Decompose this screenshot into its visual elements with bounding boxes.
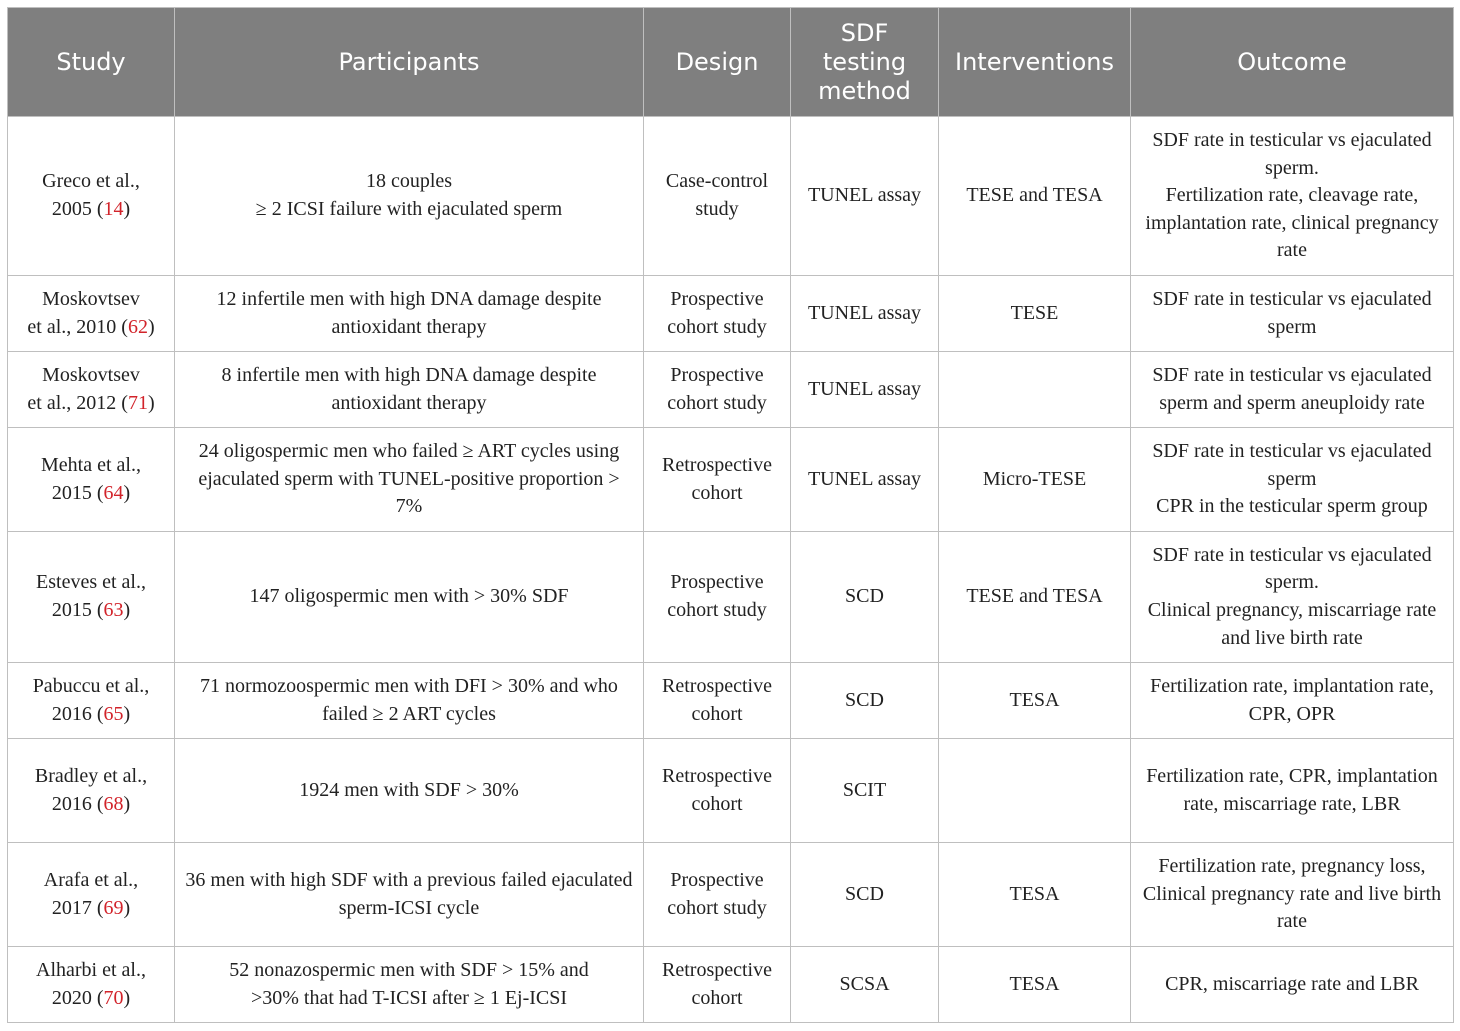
cell-design-text: cohort <box>691 986 743 1009</box>
reference-link[interactable]: 68 <box>103 792 124 815</box>
header-row <box>8 8 1454 117</box>
cell-participants-text: ≥ 2 ICSI failure with ejaculated sperm <box>255 198 563 220</box>
cell-method: TUNEL assay <box>791 428 939 532</box>
header-method-line: testing <box>822 47 907 76</box>
cell-interventions: TESA <box>939 843 1131 947</box>
cell-participants-text: 71 normozoospermic men with DFI > 30% and who failed ≥ 2 ART cycles <box>200 674 618 725</box>
study-year: 2017 <box>51 896 92 919</box>
cell-interventions <box>939 352 1131 428</box>
cell-design-text: cohort <box>691 702 743 725</box>
cell-participants-text: 8 infertile men with high DNA damage despite antioxidant therapy <box>221 363 597 414</box>
study-year: 2015 <box>51 599 92 621</box>
cell-outcome-text: Fertilization rate, pregnancy loss, Clinical pregnancy rate and live birth rate <box>1142 855 1442 933</box>
study-year-line: et al., 2010 (62) <box>27 315 155 338</box>
cell-study <box>8 352 175 428</box>
study-year: 2015 <box>51 481 92 504</box>
cell-design <box>644 352 791 428</box>
study-author: Bradley et al., <box>34 764 148 787</box>
header-design: Design <box>644 8 791 117</box>
cell-participants <box>175 532 644 663</box>
reference-link[interactable]: 65 <box>103 702 124 725</box>
cell-design <box>644 843 791 947</box>
cell-participants-text: 12 infertile men with high DNA damage despite antioxidant therapy <box>216 287 602 338</box>
cell-participants-text: 18 couples <box>365 170 453 193</box>
study-year-line: 2020 (70) <box>51 986 131 1009</box>
cell-participants <box>175 947 644 1023</box>
cell-design-text: cohort study <box>667 391 767 414</box>
table-row <box>8 739 1454 843</box>
table-row <box>8 276 1454 352</box>
cell-outcome <box>1131 428 1454 532</box>
reference-link[interactable]: 69 <box>103 896 124 919</box>
cell-participants <box>175 117 644 276</box>
cell-design-text: cohort study <box>667 896 767 919</box>
table-row <box>8 843 1454 947</box>
cell-outcome <box>1131 352 1454 428</box>
cell-design <box>644 739 791 843</box>
cell-outcome-text: CPR, miscarriage rate and LBR <box>1165 972 1419 995</box>
reference-link[interactable]: 63 <box>103 599 124 621</box>
table-row <box>8 947 1454 1023</box>
header-study: Study <box>8 8 175 117</box>
cell-outcome-text: Fertilization rate, CPR, implantation rate, miscarriage rate, LBR <box>1146 764 1438 815</box>
cell-outcome-text: SDF rate in testicular vs ejaculated sperm. <box>1152 543 1432 594</box>
cell-interventions: TESE and TESA <box>939 532 1131 663</box>
cell-participants-text: 1924 men with SDF > 30% <box>299 778 519 801</box>
cell-study <box>8 843 175 947</box>
cell-participants-text: 24 oligospermic men who failed ≥ ART cycles using ejaculated sperm with TUNEL-positive proportion > 7% <box>198 440 620 518</box>
header-interventions: Interventions <box>939 8 1131 117</box>
header-participants: Participants <box>175 8 644 117</box>
reference-link[interactable]: 64 <box>103 481 124 504</box>
cell-interventions: TESE <box>939 276 1131 352</box>
study-year: 2020 <box>51 986 92 1009</box>
cell-outcome-text: Fertilization rate, implantation rate, CPR, OPR <box>1150 674 1434 725</box>
cell-interventions: TESA <box>939 663 1131 739</box>
cell-design-text: Retrospective <box>662 453 772 476</box>
cell-outcome <box>1131 532 1454 663</box>
cell-method: SCD <box>791 843 939 947</box>
cell-design-text: cohort study <box>667 599 767 621</box>
study-year-line: 2015 (64) <box>51 481 131 504</box>
cell-interventions: TESA <box>939 947 1131 1023</box>
cell-design-text: Retrospective <box>662 958 772 981</box>
cell-method: SCIT <box>791 739 939 843</box>
cell-outcome <box>1131 947 1454 1023</box>
cell-participants <box>175 428 644 532</box>
cell-design <box>644 947 791 1023</box>
cell-outcome <box>1131 117 1454 276</box>
cell-study <box>8 663 175 739</box>
cell-design <box>644 276 791 352</box>
studies-table <box>7 7 1454 1023</box>
reference-link[interactable]: 71 <box>127 391 148 414</box>
cell-study <box>8 947 175 1023</box>
cell-design <box>644 117 791 276</box>
cell-interventions: TESE and TESA <box>939 117 1131 276</box>
study-author: Moskovtsev <box>42 363 140 386</box>
cell-study <box>8 739 175 843</box>
study-year: 2016 <box>51 792 92 815</box>
cell-method: SCD <box>791 663 939 739</box>
cell-study <box>8 117 175 276</box>
cell-design-text: Case-control <box>665 170 769 193</box>
reference-link[interactable]: 62 <box>127 315 148 338</box>
cell-outcome-text: Fertilization rate, cleavage rate, implantation rate, clinical pregnancy rate <box>1145 184 1439 262</box>
cell-study <box>8 276 175 352</box>
study-author: Greco et al., <box>42 170 140 193</box>
header-method-line: method <box>818 76 911 105</box>
cell-outcome-text: SDF rate in testicular vs ejaculated sperm. <box>1152 129 1432 179</box>
cell-outcome-text: SDF rate in testicular vs ejaculated sperm and sperm aneuploidy rate <box>1152 363 1432 414</box>
study-year: et al., 2010 <box>27 315 117 338</box>
table-row <box>8 663 1454 739</box>
reference-link[interactable]: 70 <box>103 986 124 1009</box>
study-year-line: 2005 (14) <box>51 198 131 220</box>
reference-link[interactable]: 14 <box>103 198 124 220</box>
cell-study <box>8 532 175 663</box>
cell-method: SCD <box>791 532 939 663</box>
header-outcome: Outcome <box>1131 8 1454 117</box>
study-year-line: 2016 (68) <box>51 792 131 815</box>
cell-participants <box>175 739 644 843</box>
study-author: Esteves et al., <box>36 571 146 594</box>
table-row <box>8 352 1454 428</box>
cell-outcome-text: Clinical pregnancy, miscarriage rate and live birth rate <box>1147 599 1437 649</box>
cell-design-text: cohort <box>691 792 743 815</box>
study-author: Alharbi et al., <box>36 958 146 981</box>
study-author: Arafa et al., <box>43 868 139 891</box>
study-author: Mehta et al., <box>41 453 141 476</box>
study-year-line: 2016 (65) <box>51 702 131 725</box>
study-year-line: 2017 (69) <box>51 896 131 919</box>
cell-design-text: Prospective <box>670 287 764 310</box>
cell-design-text: Prospective <box>670 868 764 891</box>
study-author: Pabuccu et al., <box>32 674 150 697</box>
cell-outcome-text: SDF rate in testicular vs ejaculated sperm <box>1152 287 1432 338</box>
study-author: Moskovtsev <box>42 287 140 310</box>
cell-participants <box>175 663 644 739</box>
cell-design <box>644 532 791 663</box>
study-year: 2005 <box>51 198 92 220</box>
table-row <box>8 428 1454 532</box>
study-year: 2016 <box>51 702 92 725</box>
header-method <box>791 8 939 117</box>
cell-design-text: Retrospective <box>662 674 772 697</box>
table-row <box>8 117 1454 276</box>
cell-design-text: study <box>695 198 739 220</box>
cell-participants <box>175 352 644 428</box>
study-year-line: 2015 (63) <box>51 599 131 621</box>
table-container <box>7 7 1453 1023</box>
study-year-line: et al., 2012 (71) <box>27 391 155 414</box>
cell-design <box>644 663 791 739</box>
cell-participants-text: 52 nonazospermic men with SDF > 15% and >30% that had T-ICSI after ≥ 1 Ej-ICSI <box>229 958 589 1009</box>
cell-design-text: cohort study <box>667 315 767 338</box>
cell-outcome-text: SDF rate in testicular vs ejaculated sperm <box>1152 440 1432 490</box>
cell-interventions <box>939 739 1131 843</box>
cell-outcome <box>1131 843 1454 947</box>
cell-method: TUNEL assay <box>791 352 939 428</box>
cell-outcome <box>1131 276 1454 352</box>
cell-design-text: Prospective <box>670 571 764 594</box>
header-method-line: SDF <box>840 18 889 47</box>
cell-design <box>644 428 791 532</box>
cell-participants <box>175 276 644 352</box>
cell-outcome <box>1131 739 1454 843</box>
cell-interventions: Micro-TESE <box>939 428 1131 532</box>
cell-method: SCSA <box>791 947 939 1023</box>
cell-design-text: Prospective <box>670 363 764 386</box>
study-year: et al., 2012 <box>27 391 117 414</box>
cell-design-text: Retrospective <box>662 764 772 787</box>
cell-outcome-text: CPR in the testicular sperm group <box>1156 495 1428 518</box>
table-row <box>8 532 1454 663</box>
cell-method: TUNEL assay <box>791 117 939 276</box>
cell-participants-text: 147 oligospermic men with > 30% SDF <box>249 585 569 608</box>
cell-outcome <box>1131 663 1454 739</box>
cell-method: TUNEL assay <box>791 276 939 352</box>
cell-study <box>8 428 175 532</box>
cell-design-text: cohort <box>691 481 743 504</box>
cell-participants-text: 36 men with high SDF with a previous failed ejaculated sperm-ICSI cycle <box>185 868 633 919</box>
cell-participants <box>175 843 644 947</box>
